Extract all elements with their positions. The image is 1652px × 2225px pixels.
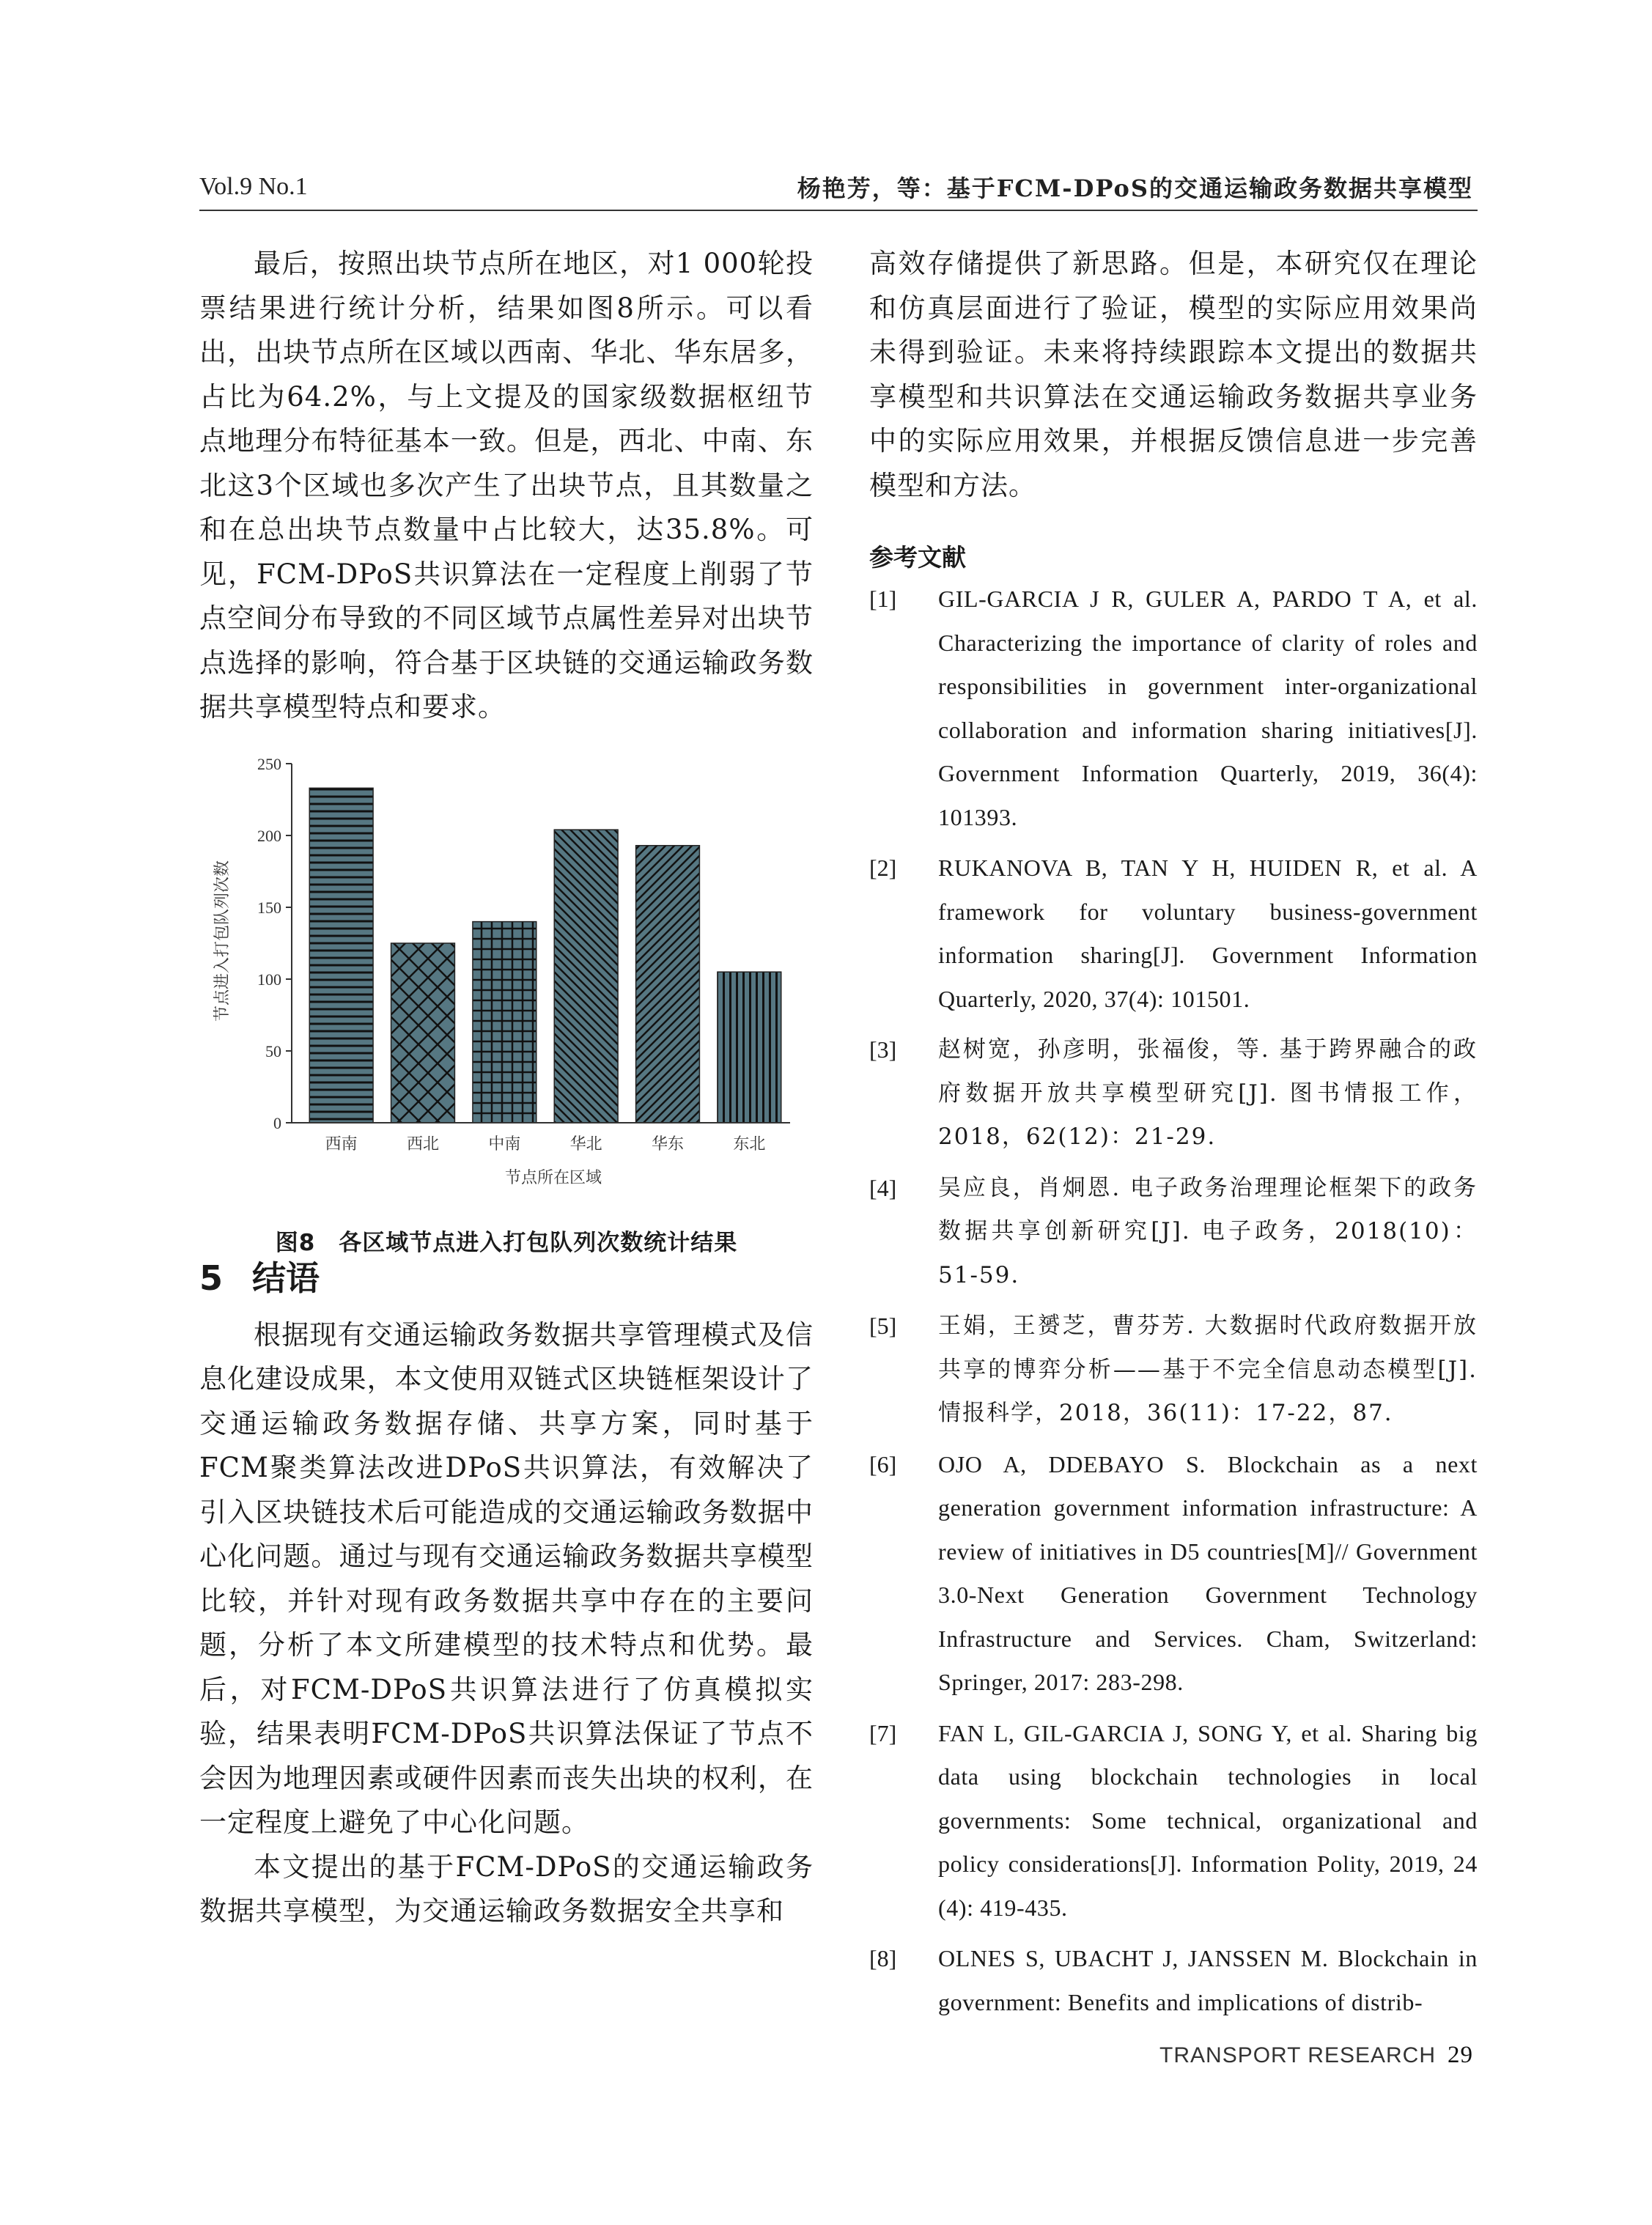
references-heading: 参考文献: [869, 543, 966, 572]
bar-东北: [718, 972, 781, 1123]
reference-label: [6]: [869, 1450, 897, 1477]
bar-西北: [391, 943, 455, 1123]
reference-label: [5]: [869, 1313, 897, 1339]
bar-华北: [554, 830, 618, 1123]
reference-item: [869, 846, 1478, 1021]
reference-item: [869, 1167, 1478, 1298]
running-header-volume: Vol.9 No.1: [199, 173, 308, 200]
figure-8: [199, 749, 814, 1256]
reference-item: [869, 1712, 1478, 1930]
reference-text: 王娟，王赟芝，曹芬芳. 大数据时代政府数据开放共享的博弈分析——基于不完全信息动态模型[J]. 情报科学，2018，36(11)：17-22，87.: [938, 1313, 1478, 1426]
x-tick-label: 中南: [488, 1134, 521, 1154]
reference-label: [4]: [869, 1174, 897, 1201]
y-tick-label: 150: [257, 898, 281, 917]
reference-text: FAN L, GIL-GARCIA J, SONG Y, et al. Sharing big data using blockchain technologies in local governments: Some technical, organizational and policy considerations[J]. Information Polity, 2019, 24 (4): 419-435.: [938, 1719, 1478, 1921]
bar-西南: [309, 788, 373, 1123]
x-tick-label: 华北: [569, 1134, 602, 1154]
journal-name: TRANSPORT RESEARCH: [1159, 2043, 1436, 2067]
body-paragraph-continued: 高效存储提供了新思路。但是，本研究仅在理论和仿真层面进行了验证，模型的实际应用效果尚未得到验证。未来将持续跟踪本文提出的数据共享模型和共识算法在交通运输政务数据共享业务中的实际应用效果，并根据反馈信息进一步完善模型和方法。: [869, 248, 1478, 501]
header-rule: [199, 210, 1478, 211]
y-axis-label: 节点进入打包队列次数: [213, 860, 232, 1022]
section-title-text: 结语: [252, 1258, 320, 1298]
reference-item: [869, 578, 1478, 839]
y-tick-label: 250: [257, 754, 281, 773]
bar-中南: [473, 921, 536, 1122]
x-tick-label: 华东: [651, 1134, 685, 1154]
reference-label: [2]: [869, 855, 897, 881]
bar-chart: [199, 749, 814, 1218]
reference-label: [7]: [869, 1719, 897, 1746]
body-paragraph-conclusion: 根据现有交通运输政务数据共享管理模式及信息化建设成果，本文使用双链式区块链框架设计了交通运输政务数据存储、共享方案，同时基于FCM聚类算法改进DPoS共识算法，有效解决了引入区块链技术后可能造成的交通运输政务数据中心化问题。通过与现有交通运输政务数据共享模型比较，并针对现有政务数据共享中存在的主要问题，分析了本文所建模型的技术特点和优势。最后，对FCM-DPoS共识算法进行了仿真模拟实验，结果表明FCM-DPoS共识算法保证了节点不会因为地理因素或硬件因素而丧失出块的权利，在一定程度上避免了中心化问题。: [199, 1318, 814, 1838]
section-heading: [199, 1252, 814, 1300]
y-tick-label: 50: [265, 1041, 281, 1060]
reference-text: OLNES S, UBACHT J, JANSSEN M. Blockchain in government: Benefits and implications of distrib-: [938, 1945, 1478, 2015]
right-column: [869, 242, 1478, 2032]
bars-layer: [309, 788, 781, 1123]
x-tick-label: 西南: [325, 1134, 358, 1154]
left-column: [199, 242, 814, 1934]
reference-text: 吴应良，肖炯恩. 电子政务治理理论框架下的政务数据共享创新研究[J]. 电子政务，2018(10)：51-59.: [938, 1174, 1478, 1288]
body-paragraph-summary: 本文提出的基于FCM-DPoS的交通运输政务数据共享模型，为交通运输政务数据安全共享和: [199, 1851, 814, 1927]
x-axis-label: 节点所在区域: [504, 1168, 602, 1187]
figure-caption: 图8 各区域节点进入打包队列次数统计结果: [275, 1229, 738, 1256]
reference-text: RUKANOVA B, TAN Y H, HUIDEN R, et al. A framework for voluntary business-government information sharing[J]. Government Information Quarterly, 2020, 37(4): 101501.: [938, 855, 1478, 1012]
reference-item: [869, 1028, 1478, 1159]
y-tick-label: 200: [257, 826, 281, 845]
body-paragraph-results: 最后，按照出块节点所在地区，对1 000轮投票结果进行统计分析，结果如图8所示。可以看出，出块节点所在区域以西南、华北、华东居多，占比为64.2%，与上文提及的国家级数据枢纽节点地理分布特征基本一致。但是，西北、中南、东北这3个区域也多次产生了出块节点，且其数量之和在总出块节点数量中占比较大，达35.8%。可见，FCM-DPoS共识算法在一定程度上削弱了节点空间分布导致的不同区域节点属性差异对出块节点选择的影响，符合基于区块链的交通运输政务数据共享模型特点和要求。: [199, 248, 814, 723]
reference-label: [3]: [869, 1036, 897, 1063]
reference-text: GIL-GARCIA J R, GULER A, PARDO T A, et al. Characterizing the importance of clarity of roles and responsibilities in government inter-organizational collaboration and information sharing initiatives[J]. Government Information Quarterly, 2019, 36(4): 101393.: [938, 586, 1478, 830]
section-number: 5: [199, 1258, 224, 1298]
references-list: [869, 578, 1478, 2024]
reference-text: 赵树宽，孙彦明，张福俊，等. 基于跨界融合的政府数据开放共享模型研究[J]. 图书情报工作，2018，62(12)：21-29.: [938, 1036, 1478, 1150]
reference-item: [869, 1305, 1478, 1436]
bar-华东: [636, 845, 700, 1122]
reference-label: [8]: [869, 1945, 897, 1971]
running-header-title: 杨艳芳，等：基于FCM-DPoS的交通运输政务数据共享模型: [797, 174, 1473, 202]
page-footer: [1159, 2042, 1473, 2069]
y-tick-label: 0: [273, 1113, 281, 1132]
reference-item: [869, 1937, 1478, 2024]
page-number: 29: [1448, 2042, 1473, 2068]
y-tick-label: 100: [257, 970, 281, 989]
reference-item: [869, 1443, 1478, 1705]
reference-label: [1]: [869, 586, 897, 612]
x-tick-label: 西北: [406, 1134, 440, 1154]
x-tick-label: 东北: [733, 1134, 766, 1154]
reference-text: OJO A, DDEBAYO S. Blockchain as a next generation government information infrastructure: A review of initiatives in D5 countries[M]// Government 3.0-Next Generation Government Technology Infrastructure and Services. Cham, Switzerland: Springer, 2017: 283-298.: [938, 1450, 1478, 1695]
